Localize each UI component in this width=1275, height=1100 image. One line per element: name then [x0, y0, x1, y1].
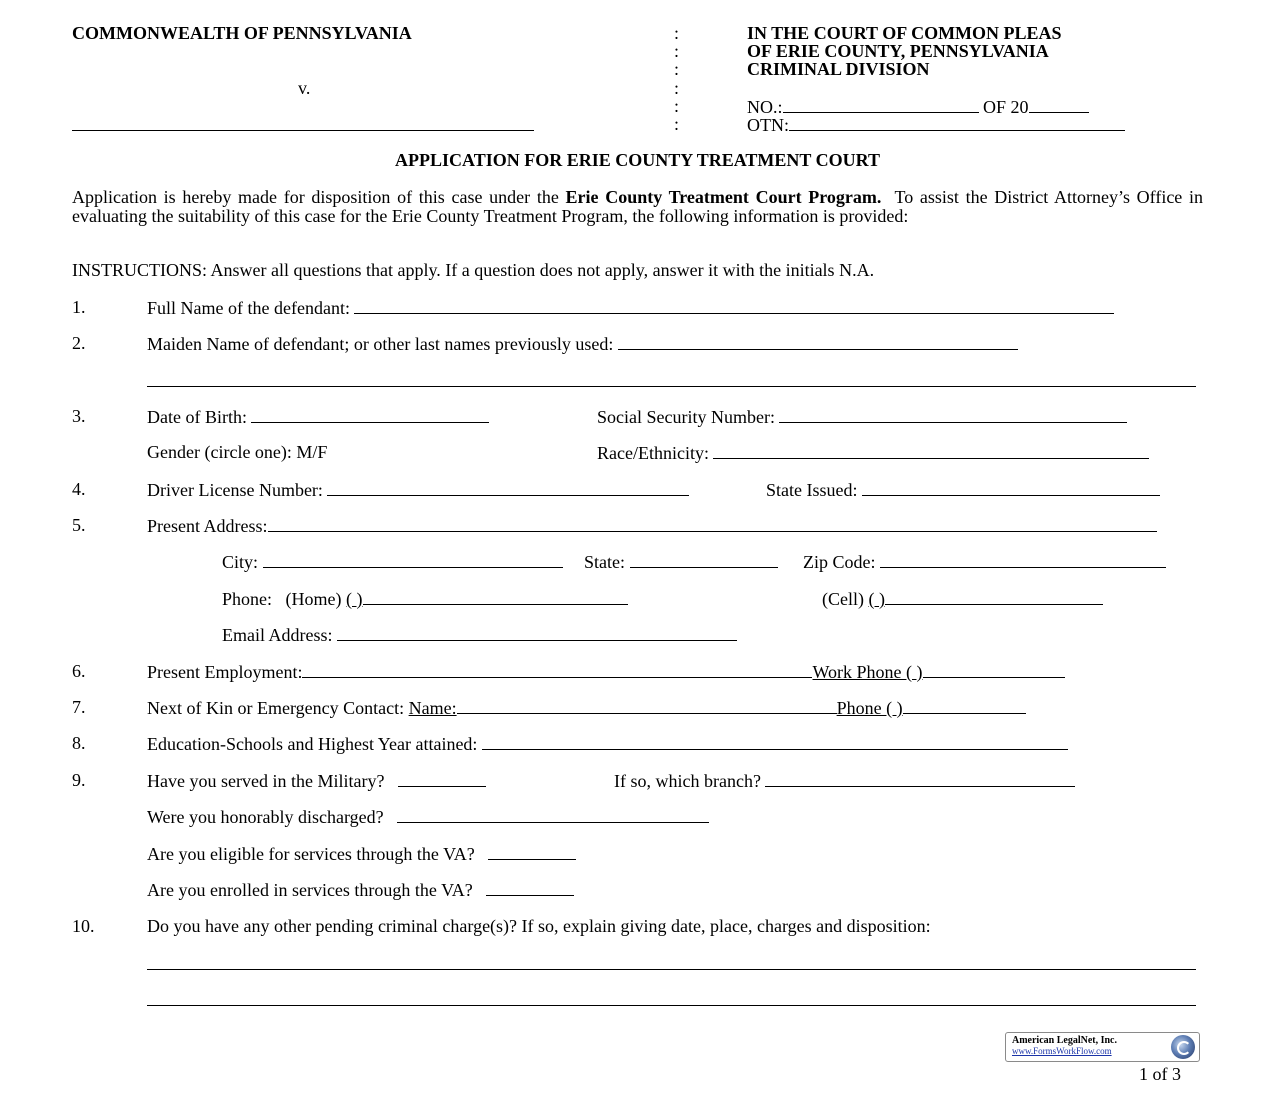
logo-name: American LegalNet, Inc. — [1012, 1035, 1117, 1046]
city-field[interactable] — [263, 552, 563, 568]
home-phone-row — [222, 589, 628, 609]
otn-row — [747, 115, 1125, 135]
case-number-field[interactable] — [783, 97, 979, 113]
address-row — [147, 516, 1157, 536]
address-label: Present Address: — [147, 516, 268, 536]
question-number: 1. — [72, 297, 86, 317]
branch-row — [614, 771, 1075, 791]
colon: : — [674, 78, 680, 98]
cell-area-code-field[interactable]: ( ) — [868, 589, 885, 609]
full-name-label: Full Name of the defendant: — [147, 298, 350, 318]
state-row — [584, 552, 778, 572]
va-eligible-row — [147, 844, 576, 864]
ssn-field[interactable] — [779, 407, 1127, 423]
dob-label: Date of Birth: — [147, 407, 247, 427]
email-row — [222, 625, 737, 645]
american-legalnet-logo[interactable] — [1005, 1032, 1200, 1062]
state-label: State: — [584, 552, 625, 572]
question-number: 10. — [72, 916, 95, 936]
question-number: 8. — [72, 733, 86, 753]
military-row — [147, 771, 486, 791]
discharge-label: Were you honorably discharged? — [147, 807, 384, 827]
ssn-label: Social Security Number: — [597, 407, 775, 427]
versus-label: v. — [298, 78, 311, 98]
full-name-field[interactable] — [354, 298, 1114, 314]
defendant-name-line[interactable] — [72, 130, 534, 131]
education-label: Education-Schools and Highest Year attained: — [147, 734, 478, 754]
logo-url[interactable]: www.FormsWorkFlow.com — [1012, 1046, 1112, 1056]
zip-field[interactable] — [880, 552, 1166, 568]
state-issued-label: State Issued: — [766, 480, 858, 500]
email-label: Email Address: — [222, 625, 333, 645]
pending-charges-field-line-2[interactable] — [147, 1005, 1196, 1006]
pending-charges-field-line-1[interactable] — [147, 969, 1196, 970]
question-number: 5. — [72, 515, 86, 535]
intro-text-2: To assist the District Attorney’s Office in evaluating the suitability of this case for the Erie County Treatment Program, the following information is provided: — [72, 187, 1203, 226]
question-number: 7. — [72, 697, 86, 717]
globe-icon — [1171, 1035, 1195, 1059]
work-phone-label: Work Phone ( ) — [812, 662, 923, 682]
left-party: COMMONWEALTH OF PENNSYLVANIA — [72, 23, 412, 43]
military-label: Have you served in the Military? — [147, 771, 385, 791]
discharge-row — [147, 807, 709, 827]
cell-phone-field[interactable] — [885, 589, 1103, 605]
race-row — [597, 443, 1149, 463]
branch-label: If so, which branch? — [614, 771, 761, 791]
maiden-name-row — [147, 334, 1018, 354]
work-phone-field[interactable] — [923, 662, 1065, 678]
maiden-name-label: Maiden Name of defendant; or other last names previously used: — [147, 334, 614, 354]
gender-label[interactable]: Gender (circle one): M/F — [147, 442, 328, 462]
colon: : — [674, 41, 680, 61]
court-line-3: CRIMINAL DIVISION — [747, 59, 930, 79]
full-name-row — [147, 298, 1114, 318]
address-field[interactable] — [268, 516, 1157, 532]
dob-field[interactable] — [251, 407, 489, 423]
emergency-phone-label: Phone ( ) — [836, 698, 903, 718]
page-title: APPLICATION FOR ERIE COUNTY TREATMENT COURT — [395, 150, 880, 170]
page-number: 1 of 3 — [1139, 1064, 1181, 1084]
question-number: 9. — [72, 770, 86, 790]
case-number-row — [747, 97, 1089, 117]
branch-field[interactable] — [765, 771, 1075, 787]
zip-row — [803, 552, 1166, 572]
maiden-name-field-line-2[interactable] — [147, 386, 1196, 387]
va-eligible-field[interactable] — [488, 844, 576, 860]
employment-label: Present Employment: — [147, 662, 303, 682]
pending-charges-label: Do you have any other pending criminal charge(s)? If so, explain giving date, place, charges and disposition: — [147, 916, 931, 936]
program-name: Erie County Treatment Court Program. — [565, 187, 882, 207]
license-label: Driver License Number: — [147, 480, 323, 500]
case-year-label: OF 20 — [983, 97, 1029, 117]
maiden-name-field[interactable] — [618, 334, 1018, 350]
city-label: City: — [222, 552, 259, 572]
otn-label: OTN: — [747, 115, 789, 135]
va-enrolled-label: Are you enrolled in services through the VA? — [147, 880, 473, 900]
colon: : — [674, 96, 680, 116]
va-enrolled-row — [147, 880, 574, 900]
question-number: 3. — [72, 406, 86, 426]
cell-phone-row — [822, 589, 1103, 609]
emergency-phone-field[interactable] — [903, 698, 1026, 714]
ssn-row — [597, 407, 1127, 427]
va-eligible-label: Are you eligible for services through the VA? — [147, 844, 475, 864]
employment-field[interactable] — [302, 662, 812, 678]
question-number: 6. — [72, 661, 86, 681]
intro-text-1: Application is hereby made for disposition of this case under the — [72, 187, 559, 207]
emergency-contact-label: Next of Kin or Emergency Contact: — [147, 698, 405, 718]
state-field[interactable] — [630, 552, 778, 568]
colon: : — [674, 114, 680, 134]
intro-paragraph — [72, 188, 1203, 226]
case-number-label: NO.: — [747, 97, 783, 117]
home-phone-field[interactable] — [363, 589, 628, 605]
email-field[interactable] — [337, 625, 737, 641]
race-field[interactable] — [713, 443, 1149, 459]
city-row — [222, 552, 563, 572]
discharge-field[interactable] — [397, 807, 709, 823]
home-area-code-field[interactable]: ( ) — [346, 589, 363, 609]
case-year-field[interactable] — [1029, 97, 1089, 113]
military-field[interactable] — [398, 771, 486, 787]
instructions: INSTRUCTIONS: Answer all questions that apply. If a question does not apply, answer it with the initials N.A. — [72, 260, 875, 280]
race-label: Race/Ethnicity: — [597, 443, 709, 463]
state-issued-row — [766, 480, 1160, 500]
phone-label: Phone: — [222, 589, 273, 609]
state-issued-field[interactable] — [862, 480, 1160, 496]
otn-field[interactable] — [789, 115, 1125, 131]
court-line-1: IN THE COURT OF COMMON PLEAS — [747, 23, 1062, 43]
va-enrolled-field[interactable] — [486, 880, 574, 896]
license-row — [147, 480, 689, 500]
employment-row — [147, 662, 1065, 682]
home-label: (Home) — [285, 589, 342, 609]
cell-label: (Cell) — [822, 589, 864, 609]
court-line-2: OF ERIE COUNTY, PENNSYLVANIA — [747, 41, 1049, 61]
dob-row — [147, 407, 489, 427]
question-number: 2. — [72, 333, 86, 353]
colon: : — [674, 23, 680, 43]
emergency-contact-row — [147, 698, 1026, 718]
colon: : — [674, 59, 680, 79]
question-number: 4. — [72, 479, 86, 499]
license-field[interactable] — [327, 480, 689, 496]
education-field[interactable] — [482, 734, 1068, 750]
education-row — [147, 734, 1068, 754]
emergency-name-label: Name: — [408, 698, 457, 718]
emergency-name-field[interactable] — [457, 698, 837, 714]
zip-label: Zip Code: — [803, 552, 876, 572]
